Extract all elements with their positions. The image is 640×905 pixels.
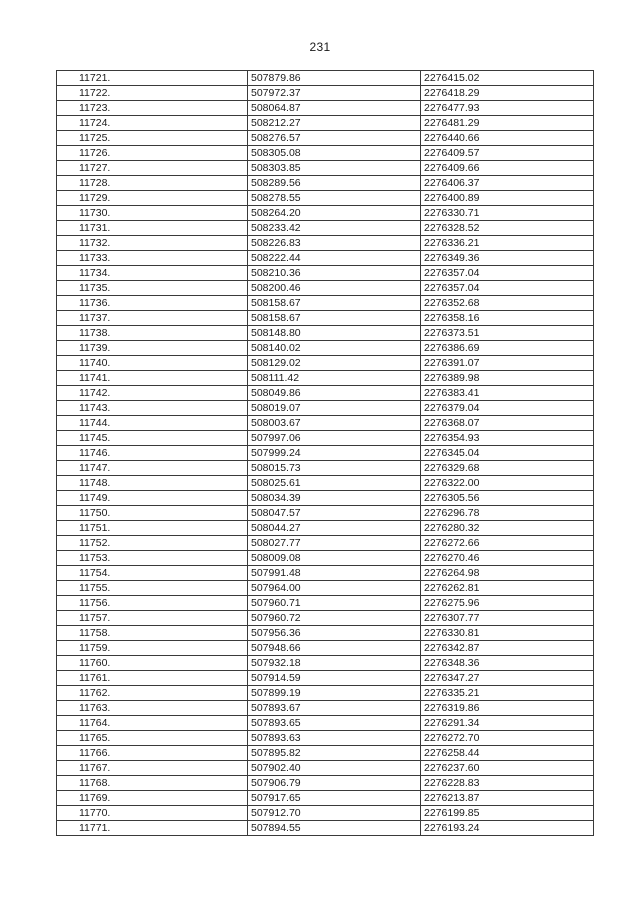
table-row bbox=[57, 476, 594, 491]
y-coordinate-cell: 2276322.00 bbox=[421, 476, 594, 491]
x-coordinate-cell: 508034.39 bbox=[248, 491, 421, 506]
point-number-cell: 11752. bbox=[57, 536, 248, 551]
point-number-cell: 11748. bbox=[57, 476, 248, 491]
point-number-cell: 11745. bbox=[57, 431, 248, 446]
table-row bbox=[57, 716, 594, 731]
point-number-cell: 11735. bbox=[57, 281, 248, 296]
table-row bbox=[57, 416, 594, 431]
table-row bbox=[57, 611, 594, 626]
point-number-cell: 11768. bbox=[57, 776, 248, 791]
table-row bbox=[57, 206, 594, 221]
y-coordinate-cell: 2276336.21 bbox=[421, 236, 594, 251]
table-row bbox=[57, 641, 594, 656]
point-number-cell: 11741. bbox=[57, 371, 248, 386]
table-row bbox=[57, 701, 594, 716]
table-row bbox=[57, 536, 594, 551]
x-coordinate-cell: 508129.02 bbox=[248, 356, 421, 371]
x-coordinate-cell: 507997.06 bbox=[248, 431, 421, 446]
table-row bbox=[57, 431, 594, 446]
point-number-cell: 11730. bbox=[57, 206, 248, 221]
y-coordinate-cell: 2276280.32 bbox=[421, 521, 594, 536]
x-coordinate-cell: 508233.42 bbox=[248, 221, 421, 236]
point-number-cell: 11724. bbox=[57, 116, 248, 131]
table-row bbox=[57, 461, 594, 476]
table-row bbox=[57, 326, 594, 341]
point-number-cell: 11721. bbox=[57, 71, 248, 86]
table-row bbox=[57, 161, 594, 176]
point-number-cell: 11731. bbox=[57, 221, 248, 236]
point-number-cell: 11729. bbox=[57, 191, 248, 206]
point-number-cell: 11753. bbox=[57, 551, 248, 566]
table-row bbox=[57, 146, 594, 161]
y-coordinate-cell: 2276386.69 bbox=[421, 341, 594, 356]
point-number-cell: 11758. bbox=[57, 626, 248, 641]
x-coordinate-cell: 508009.08 bbox=[248, 551, 421, 566]
x-coordinate-cell: 508289.56 bbox=[248, 176, 421, 191]
x-coordinate-cell: 507991.48 bbox=[248, 566, 421, 581]
x-coordinate-cell: 507893.67 bbox=[248, 701, 421, 716]
x-coordinate-cell: 508226.83 bbox=[248, 236, 421, 251]
y-coordinate-cell: 2276391.07 bbox=[421, 356, 594, 371]
table-row bbox=[57, 191, 594, 206]
y-coordinate-cell: 2276409.66 bbox=[421, 161, 594, 176]
table-row bbox=[57, 656, 594, 671]
y-coordinate-cell: 2276319.86 bbox=[421, 701, 594, 716]
y-coordinate-cell: 2276373.51 bbox=[421, 326, 594, 341]
table-row bbox=[57, 491, 594, 506]
y-coordinate-cell: 2276335.21 bbox=[421, 686, 594, 701]
x-coordinate-cell: 508015.73 bbox=[248, 461, 421, 476]
point-number-cell: 11722. bbox=[57, 86, 248, 101]
x-coordinate-cell: 508222.44 bbox=[248, 251, 421, 266]
point-number-cell: 11727. bbox=[57, 161, 248, 176]
point-number-cell: 11760. bbox=[57, 656, 248, 671]
x-coordinate-cell: 507879.86 bbox=[248, 71, 421, 86]
x-coordinate-cell: 507899.19 bbox=[248, 686, 421, 701]
y-coordinate-cell: 2276237.60 bbox=[421, 761, 594, 776]
point-number-cell: 11746. bbox=[57, 446, 248, 461]
point-number-cell: 11769. bbox=[57, 791, 248, 806]
x-coordinate-cell: 507914.59 bbox=[248, 671, 421, 686]
point-number-cell: 11739. bbox=[57, 341, 248, 356]
point-number-cell: 11749. bbox=[57, 491, 248, 506]
point-number-cell: 11765. bbox=[57, 731, 248, 746]
y-coordinate-cell: 2276329.68 bbox=[421, 461, 594, 476]
point-number-cell: 11726. bbox=[57, 146, 248, 161]
y-coordinate-cell: 2276262.81 bbox=[421, 581, 594, 596]
table-row bbox=[57, 671, 594, 686]
y-coordinate-cell: 2276330.71 bbox=[421, 206, 594, 221]
y-coordinate-cell: 2276272.66 bbox=[421, 536, 594, 551]
x-coordinate-cell: 508158.67 bbox=[248, 311, 421, 326]
x-coordinate-cell: 507948.66 bbox=[248, 641, 421, 656]
x-coordinate-cell: 508049.86 bbox=[248, 386, 421, 401]
x-coordinate-cell: 508148.80 bbox=[248, 326, 421, 341]
x-coordinate-cell: 508158.67 bbox=[248, 296, 421, 311]
x-coordinate-cell: 508210.36 bbox=[248, 266, 421, 281]
coordinates-table bbox=[56, 70, 594, 836]
table-row bbox=[57, 596, 594, 611]
x-coordinate-cell: 507999.24 bbox=[248, 446, 421, 461]
y-coordinate-cell: 2276415.02 bbox=[421, 71, 594, 86]
x-coordinate-cell: 507894.55 bbox=[248, 821, 421, 836]
y-coordinate-cell: 2276383.41 bbox=[421, 386, 594, 401]
x-coordinate-cell: 507902.40 bbox=[248, 761, 421, 776]
y-coordinate-cell: 2276400.89 bbox=[421, 191, 594, 206]
y-coordinate-cell: 2276357.04 bbox=[421, 266, 594, 281]
x-coordinate-cell: 508264.20 bbox=[248, 206, 421, 221]
table-row bbox=[57, 131, 594, 146]
x-coordinate-cell: 508064.87 bbox=[248, 101, 421, 116]
table-row bbox=[57, 746, 594, 761]
x-coordinate-cell: 508003.67 bbox=[248, 416, 421, 431]
table-row bbox=[57, 566, 594, 581]
point-number-cell: 11742. bbox=[57, 386, 248, 401]
point-number-cell: 11738. bbox=[57, 326, 248, 341]
point-number-cell: 11756. bbox=[57, 596, 248, 611]
y-coordinate-cell: 2276348.36 bbox=[421, 656, 594, 671]
point-number-cell: 11723. bbox=[57, 101, 248, 116]
y-coordinate-cell: 2276345.04 bbox=[421, 446, 594, 461]
point-number-cell: 11755. bbox=[57, 581, 248, 596]
table-row bbox=[57, 341, 594, 356]
y-coordinate-cell: 2276379.04 bbox=[421, 401, 594, 416]
y-coordinate-cell: 2276409.57 bbox=[421, 146, 594, 161]
x-coordinate-cell: 507932.18 bbox=[248, 656, 421, 671]
table-row bbox=[57, 791, 594, 806]
y-coordinate-cell: 2276305.56 bbox=[421, 491, 594, 506]
y-coordinate-cell: 2276347.27 bbox=[421, 671, 594, 686]
y-coordinate-cell: 2276213.87 bbox=[421, 791, 594, 806]
point-number-cell: 11762. bbox=[57, 686, 248, 701]
point-number-cell: 11728. bbox=[57, 176, 248, 191]
y-coordinate-cell: 2276328.52 bbox=[421, 221, 594, 236]
y-coordinate-cell: 2276357.04 bbox=[421, 281, 594, 296]
point-number-cell: 11747. bbox=[57, 461, 248, 476]
y-coordinate-cell: 2276418.29 bbox=[421, 86, 594, 101]
table-row bbox=[57, 821, 594, 836]
table-row bbox=[57, 776, 594, 791]
y-coordinate-cell: 2276270.46 bbox=[421, 551, 594, 566]
point-number-cell: 11751. bbox=[57, 521, 248, 536]
coordinates-table-body bbox=[57, 71, 594, 836]
x-coordinate-cell: 508111.42 bbox=[248, 371, 421, 386]
point-number-cell: 11743. bbox=[57, 401, 248, 416]
y-coordinate-cell: 2276307.77 bbox=[421, 611, 594, 626]
x-coordinate-cell: 508305.08 bbox=[248, 146, 421, 161]
y-coordinate-cell: 2276264.98 bbox=[421, 566, 594, 581]
x-coordinate-cell: 508044.27 bbox=[248, 521, 421, 536]
table-row bbox=[57, 401, 594, 416]
y-coordinate-cell: 2276368.07 bbox=[421, 416, 594, 431]
x-coordinate-cell: 507912.70 bbox=[248, 806, 421, 821]
point-number-cell: 11736. bbox=[57, 296, 248, 311]
table-row bbox=[57, 626, 594, 641]
y-coordinate-cell: 2276330.81 bbox=[421, 626, 594, 641]
y-coordinate-cell: 2276352.68 bbox=[421, 296, 594, 311]
y-coordinate-cell: 2276354.93 bbox=[421, 431, 594, 446]
table-row bbox=[57, 686, 594, 701]
x-coordinate-cell: 508276.57 bbox=[248, 131, 421, 146]
table-row bbox=[57, 551, 594, 566]
x-coordinate-cell: 508140.02 bbox=[248, 341, 421, 356]
table-row bbox=[57, 761, 594, 776]
x-coordinate-cell: 507972.37 bbox=[248, 86, 421, 101]
y-coordinate-cell: 2276342.87 bbox=[421, 641, 594, 656]
x-coordinate-cell: 507917.65 bbox=[248, 791, 421, 806]
y-coordinate-cell: 2276481.29 bbox=[421, 116, 594, 131]
table-row bbox=[57, 311, 594, 326]
point-number-cell: 11763. bbox=[57, 701, 248, 716]
point-number-cell: 11770. bbox=[57, 806, 248, 821]
y-coordinate-cell: 2276193.24 bbox=[421, 821, 594, 836]
table-row bbox=[57, 266, 594, 281]
point-number-cell: 11740. bbox=[57, 356, 248, 371]
table-row bbox=[57, 236, 594, 251]
x-coordinate-cell: 507964.00 bbox=[248, 581, 421, 596]
x-coordinate-cell: 508025.61 bbox=[248, 476, 421, 491]
y-coordinate-cell: 2276358.16 bbox=[421, 311, 594, 326]
point-number-cell: 11733. bbox=[57, 251, 248, 266]
point-number-cell: 11766. bbox=[57, 746, 248, 761]
table-row bbox=[57, 101, 594, 116]
table-row bbox=[57, 386, 594, 401]
point-number-cell: 11764. bbox=[57, 716, 248, 731]
x-coordinate-cell: 507956.36 bbox=[248, 626, 421, 641]
y-coordinate-cell: 2276389.98 bbox=[421, 371, 594, 386]
x-coordinate-cell: 507893.65 bbox=[248, 716, 421, 731]
y-coordinate-cell: 2276199.85 bbox=[421, 806, 594, 821]
point-number-cell: 11737. bbox=[57, 311, 248, 326]
x-coordinate-cell: 507893.63 bbox=[248, 731, 421, 746]
y-coordinate-cell: 2276258.44 bbox=[421, 746, 594, 761]
x-coordinate-cell: 508047.57 bbox=[248, 506, 421, 521]
table-row bbox=[57, 86, 594, 101]
table-row bbox=[57, 506, 594, 521]
y-coordinate-cell: 2276272.70 bbox=[421, 731, 594, 746]
point-number-cell: 11759. bbox=[57, 641, 248, 656]
x-coordinate-cell: 508019.07 bbox=[248, 401, 421, 416]
point-number-cell: 11767. bbox=[57, 761, 248, 776]
y-coordinate-cell: 2276228.83 bbox=[421, 776, 594, 791]
point-number-cell: 11732. bbox=[57, 236, 248, 251]
x-coordinate-cell: 508027.77 bbox=[248, 536, 421, 551]
table-row bbox=[57, 296, 594, 311]
x-coordinate-cell: 508200.46 bbox=[248, 281, 421, 296]
point-number-cell: 11771. bbox=[57, 821, 248, 836]
x-coordinate-cell: 508303.85 bbox=[248, 161, 421, 176]
y-coordinate-cell: 2276440.66 bbox=[421, 131, 594, 146]
table-row bbox=[57, 251, 594, 266]
table-row bbox=[57, 581, 594, 596]
y-coordinate-cell: 2276296.78 bbox=[421, 506, 594, 521]
x-coordinate-cell: 507895.82 bbox=[248, 746, 421, 761]
table-row bbox=[57, 731, 594, 746]
point-number-cell: 11750. bbox=[57, 506, 248, 521]
point-number-cell: 11725. bbox=[57, 131, 248, 146]
table-row bbox=[57, 371, 594, 386]
y-coordinate-cell: 2276349.36 bbox=[421, 251, 594, 266]
table-row bbox=[57, 176, 594, 191]
point-number-cell: 11754. bbox=[57, 566, 248, 581]
table-row bbox=[57, 806, 594, 821]
y-coordinate-cell: 2276477.93 bbox=[421, 101, 594, 116]
table-row bbox=[57, 71, 594, 86]
x-coordinate-cell: 507906.79 bbox=[248, 776, 421, 791]
table-row bbox=[57, 221, 594, 236]
x-coordinate-cell: 507960.72 bbox=[248, 611, 421, 626]
x-coordinate-cell: 508278.55 bbox=[248, 191, 421, 206]
point-number-cell: 11734. bbox=[57, 266, 248, 281]
x-coordinate-cell: 507960.71 bbox=[248, 596, 421, 611]
y-coordinate-cell: 2276291.34 bbox=[421, 716, 594, 731]
y-coordinate-cell: 2276275.96 bbox=[421, 596, 594, 611]
page-number: 231 bbox=[309, 40, 331, 54]
point-number-cell: 11744. bbox=[57, 416, 248, 431]
table-row bbox=[57, 281, 594, 296]
table-row bbox=[57, 356, 594, 371]
table-row bbox=[57, 446, 594, 461]
y-coordinate-cell: 2276406.37 bbox=[421, 176, 594, 191]
x-coordinate-cell: 508212.27 bbox=[248, 116, 421, 131]
table-row bbox=[57, 521, 594, 536]
point-number-cell: 11761. bbox=[57, 671, 248, 686]
point-number-cell: 11757. bbox=[57, 611, 248, 626]
table-row bbox=[57, 116, 594, 131]
